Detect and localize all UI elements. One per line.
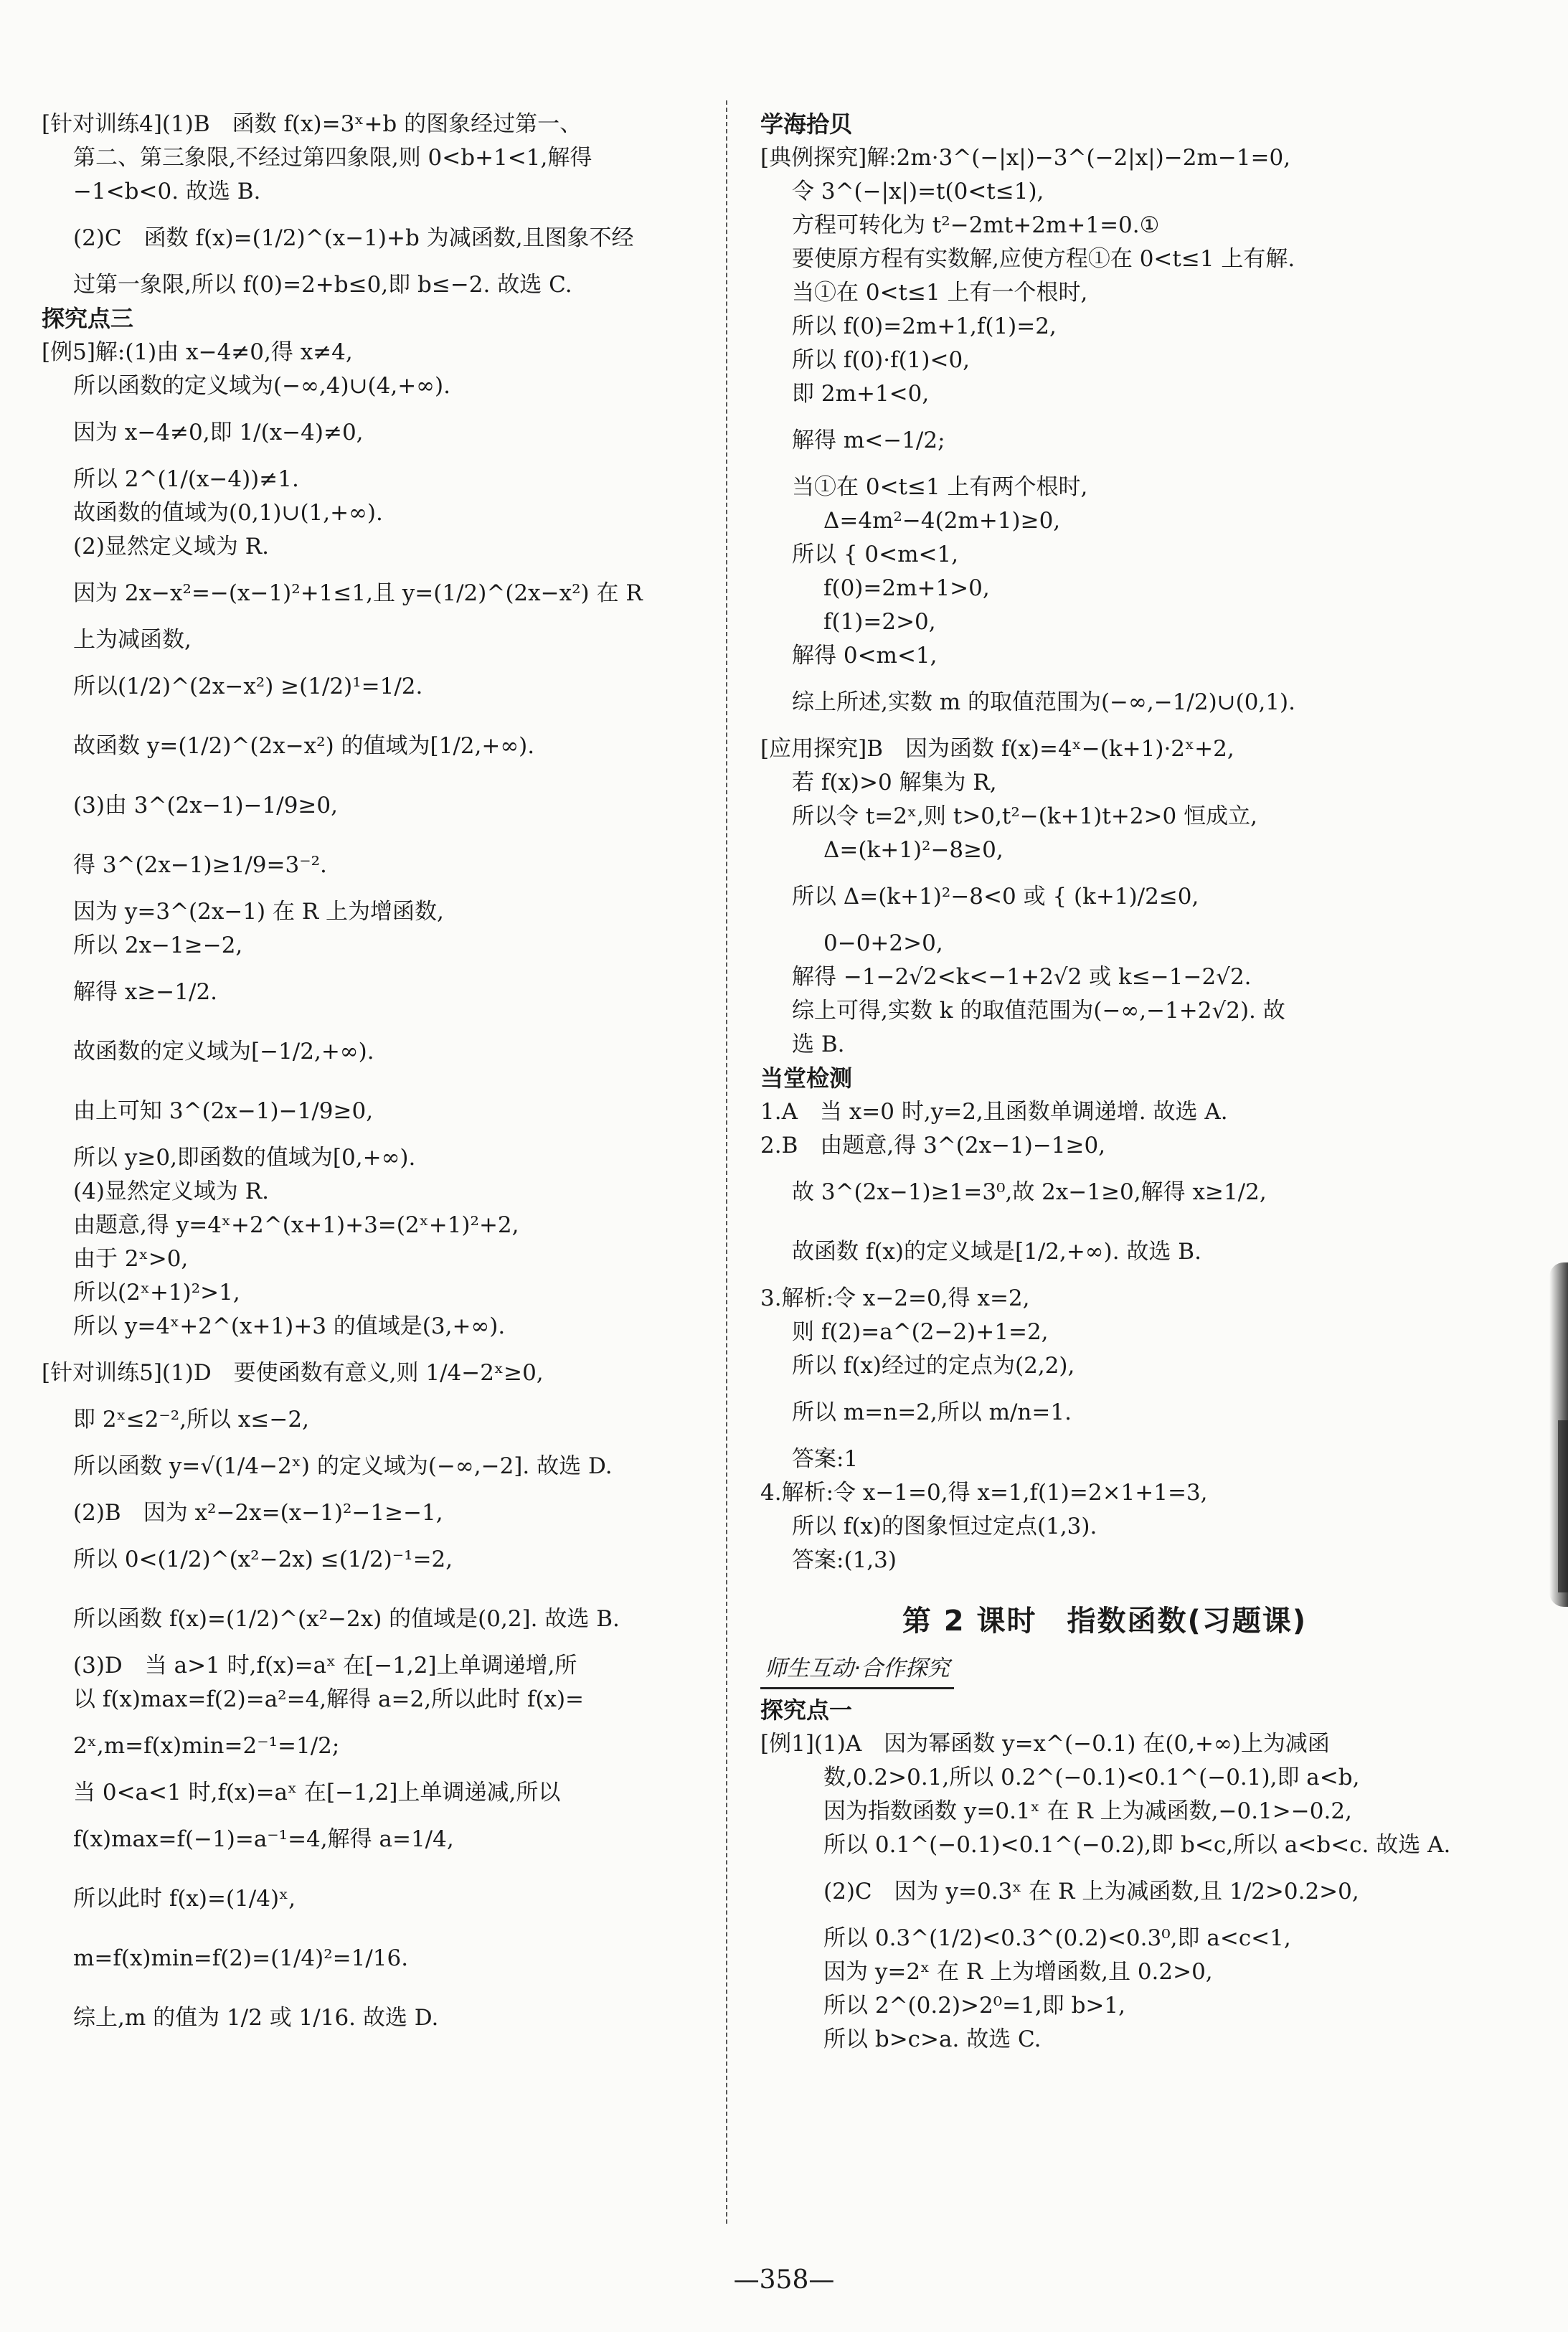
text-line: 所以(1/2)^(2x−x²) ≥(1/2)¹=1/2. bbox=[73, 674, 423, 699]
text-line: 即 2m+1<0, bbox=[792, 381, 930, 407]
section-heading: 探究点一 bbox=[760, 1696, 853, 1724]
text-line: 综上所述,实数 m 的取值范围为(−∞,−1/2)∪(0,1). bbox=[792, 689, 1295, 715]
section-band: 师生互动·合作探究 bbox=[760, 1652, 954, 1689]
text-line: 以 f(x)max=f(2)=a²=4,解得 a=2,所以此时 f(x)= bbox=[73, 1686, 585, 1712]
text-line: 得 3^(2x−1)≥1/9=3⁻². bbox=[73, 852, 327, 878]
text-line: 故函数 f(x)的定义域是[1/2,+∞). 故选 B. bbox=[792, 1239, 1201, 1265]
text-line: 当 0<a<1 时,f(x)=aˣ 在[−1,2]上单调递减,所以 bbox=[73, 1780, 561, 1805]
left-column bbox=[42, 108, 730, 2048]
text-line: 解得 m<−1/2; bbox=[792, 428, 945, 453]
text-line: 解得 0<m<1, bbox=[792, 643, 938, 669]
text-line: 解得 −1−2√2<k<−1+2√2 或 k≤−1−2√2. bbox=[792, 964, 1252, 990]
text-line: 因为 2x−x²=−(x−1)²+1≤1,且 y=(1/2)^(2x−x²) 在 R bbox=[73, 580, 643, 606]
text-line: 所以函数的定义域为(−∞,4)∪(4,+∞). bbox=[73, 373, 450, 399]
text-line: 令 3^(−|x|)=t(0<t≤1), bbox=[792, 179, 1044, 204]
text-line: 所以 y=4ˣ+2^(x+1)+3 的值域是(3,+∞). bbox=[73, 1313, 506, 1339]
text-line: 选 B. bbox=[792, 1032, 845, 1057]
text-line: 所以 f(0)·f(1)<0, bbox=[792, 347, 970, 373]
text-line: 2ˣ,m=f(x)min=2⁻¹=1/2; bbox=[73, 1733, 340, 1759]
text-line: f(x)max=f(−1)=a⁻¹=4,解得 a=1/4, bbox=[73, 1826, 454, 1852]
text-line: Δ=4m²−4(2m+1)≥0, bbox=[823, 508, 1061, 534]
text-line: Δ=(k+1)²−8≥0, bbox=[823, 837, 1003, 863]
text-line: (2)C 函数 f(x)=(1/2)^(x−1)+b 为减函数,且图象不经 bbox=[73, 225, 634, 251]
text-line: 解得 x≥−1/2. bbox=[73, 979, 218, 1005]
text-line: 故 3^(2x−1)≥1=3⁰,故 2x−1≥0,解得 x≥1/2, bbox=[792, 1179, 1267, 1205]
text-line: 由上可知 3^(2x−1)−1/9≥0, bbox=[73, 1098, 374, 1124]
text-line: 所以此时 f(x)=(1/4)ˣ, bbox=[73, 1886, 296, 1912]
text-line: 由题意,得 y=4ˣ+2^(x+1)+3=(2ˣ+1)²+2, bbox=[73, 1212, 519, 1238]
text-line: 综上可得,实数 k 的取值范围为(−∞,−1+2√2). 故 bbox=[792, 998, 1285, 1024]
text-line: 由于 2ˣ>0, bbox=[73, 1246, 189, 1272]
text-line: 所以函数 y=√(1/4−2ˣ) 的定义域为(−∞,−2]. 故选 D. bbox=[73, 1453, 613, 1479]
text-line: 答案:(1,3) bbox=[792, 1547, 897, 1573]
text-line: 所以 0.1^(−0.1)<0.1^(−0.2),即 b<c,所以 a<b<c. 故选 A. bbox=[823, 1832, 1451, 1858]
text-line: 所以 b>c>a. 故选 C. bbox=[823, 2026, 1042, 2052]
text-line: 所以 f(x)经过的定点为(2,2), bbox=[792, 1353, 1075, 1379]
text-line: 当①在 0<t≤1 上有一个根时, bbox=[792, 280, 1088, 306]
section-heading: 探究点三 bbox=[42, 305, 134, 332]
text-line: 数,0.2>0.1,所以 0.2^(−0.1)<0.1^(−0.1),即 a<b, bbox=[823, 1765, 1360, 1790]
text-line: [例1](1)A 因为幂函数 y=x^(−0.1) 在(0,+∞)上为减函 bbox=[760, 1731, 1330, 1757]
text-line: (2)显然定义域为 R. bbox=[73, 534, 269, 560]
page-edge-shadow-inner bbox=[1558, 1420, 1568, 1592]
text-line: −1<b<0. 故选 B. bbox=[73, 179, 261, 204]
text-line: (2)C 因为 y=0.3ˣ 在 R 上为减函数,且 1/2>0.2>0, bbox=[823, 1879, 1359, 1904]
text-line: 所以 0.3^(1/2)<0.3^(0.2)<0.3⁰,即 a<c<1, bbox=[823, 1925, 1291, 1951]
text-line: 所以 2x−1≥−2, bbox=[73, 933, 243, 958]
text-line: 因为指数函数 y=0.1ˣ 在 R 上为减函数,−0.1>−0.2, bbox=[823, 1798, 1352, 1824]
right-column bbox=[760, 108, 1449, 2057]
text-line: 故函数的值域为(0,1)∪(1,+∞). bbox=[73, 500, 383, 526]
text-line: 所以函数 f(x)=(1/2)^(x²−2x) 的值域是(0,2]. 故选 B. bbox=[73, 1606, 620, 1632]
text-line: 因为 x−4≠0,即 1/(x−4)≠0, bbox=[73, 420, 364, 445]
text-line: 所以(2ˣ+1)²>1, bbox=[73, 1280, 240, 1306]
section-heading: 学海拾贝 bbox=[760, 110, 853, 138]
text-line: f(0)=2m+1>0, bbox=[823, 575, 990, 601]
text-line: [应用探究]B 因为函数 f(x)=4ˣ−(k+1)·2ˣ+2, bbox=[760, 736, 1234, 762]
text-line: 所以 f(x)的图象恒过定点(1,3). bbox=[792, 1514, 1097, 1539]
text-line: 所以令 t=2ˣ,则 t>0,t²−(k+1)t+2>0 恒成立, bbox=[792, 803, 1257, 829]
text-line: 答案:1 bbox=[792, 1446, 859, 1472]
text-line: 1.A 当 x=0 时,y=2,且函数单调递增. 故选 A. bbox=[760, 1099, 1228, 1125]
text-line: 因为 y=3^(2x−1) 在 R 上为增函数, bbox=[73, 899, 444, 925]
text-line: 0−0+2>0, bbox=[823, 930, 943, 956]
page-number: —358— bbox=[733, 2265, 835, 2295]
text-line: 当①在 0<t≤1 上有两个根时, bbox=[792, 474, 1088, 500]
text-line: [针对训练4](1)B 函数 f(x)=3ˣ+b 的图象经过第一、 bbox=[42, 111, 582, 137]
text-line: 方程可转化为 t²−2mt+2m+1=0.① bbox=[792, 212, 1160, 238]
text-line: 所以 0<(1/2)^(x²−2x) ≤(1/2)⁻¹=2, bbox=[73, 1547, 453, 1572]
text-line: 所以 Δ=(k+1)²−8<0 或 { (k+1)/2≤0, bbox=[792, 884, 1199, 910]
lesson-title: 第 2 课时 指数函数(习题课) bbox=[902, 1605, 1308, 1638]
text-line: m=f(x)min=f(2)=(1/4)²=1/16. bbox=[73, 1945, 409, 1971]
text-line: 要使原方程有实数解,应使方程①在 0<t≤1 上有解. bbox=[792, 246, 1295, 272]
text-line: 综上,m 的值为 1/2 或 1/16. 故选 D. bbox=[73, 2005, 439, 2031]
text-line: 上为减函数, bbox=[73, 627, 192, 653]
text-line: 所以 2^(1/(x−4))≠1. bbox=[73, 466, 299, 492]
text-line: [例5]解:(1)由 x−4≠0,得 x≠4, bbox=[42, 339, 353, 365]
text-line: (4)显然定义域为 R. bbox=[73, 1179, 269, 1204]
text-line: 2.B 由题意,得 3^(2x−1)−1≥0, bbox=[760, 1133, 1106, 1158]
text-line: 故函数 y=(1/2)^(2x−x²) 的值域为[1/2,+∞). bbox=[73, 733, 535, 759]
text-line: 所以 { 0<m<1, bbox=[792, 542, 959, 567]
text-line: [针对训练5](1)D 要使函数有意义,则 1/4−2ˣ≥0, bbox=[42, 1360, 544, 1386]
text-line: (3)由 3^(2x−1)−1/9≥0, bbox=[73, 793, 338, 818]
text-line: 即 2ˣ≤2⁻²,所以 x≤−2, bbox=[73, 1407, 309, 1432]
text-line: f(1)=2>0, bbox=[823, 609, 936, 635]
text-line: 所以 2^(0.2)>2⁰=1,即 b>1, bbox=[823, 1993, 1125, 2019]
text-line: 所以 y≥0,即函数的值域为[0,+∞). bbox=[73, 1145, 416, 1171]
section-heading: 当堂检测 bbox=[760, 1064, 853, 1092]
text-line: 故函数的定义域为[−1/2,+∞). bbox=[73, 1039, 374, 1064]
text-line: [典例探究]解:2m·3^(−|x|)−3^(−2|x|)−2m−1=0, bbox=[760, 145, 1291, 171]
text-line: 则 f(2)=a^(2−2)+1=2, bbox=[792, 1319, 1049, 1345]
text-line: 过第一象限,所以 f(0)=2+b≤0,即 b≤−2. 故选 C. bbox=[73, 272, 572, 298]
text-line: 3.解析:令 x−2=0,得 x=2, bbox=[760, 1285, 1030, 1311]
text-line: (3)D 当 a>1 时,f(x)=aˣ 在[−1,2]上单调递增,所 bbox=[73, 1653, 577, 1679]
text-line: 第二、第三象限,不经过第四象限,则 0<b+1<1,解得 bbox=[73, 145, 592, 171]
text-line: 4.解析:令 x−1=0,得 x=1,f(1)=2×1+1=3, bbox=[760, 1480, 1208, 1506]
text-line: (2)B 因为 x²−2x=(x−1)²−1≥−1, bbox=[73, 1500, 443, 1526]
text-line: 因为 y=2ˣ 在 R 上为增函数,且 0.2>0, bbox=[823, 1959, 1213, 1985]
text-line: 所以 f(0)=2m+1,f(1)=2, bbox=[792, 313, 1057, 339]
text-line: 若 f(x)>0 解集为 R, bbox=[792, 770, 997, 796]
text-line: 所以 m=n=2,所以 m/n=1. bbox=[792, 1399, 1072, 1425]
